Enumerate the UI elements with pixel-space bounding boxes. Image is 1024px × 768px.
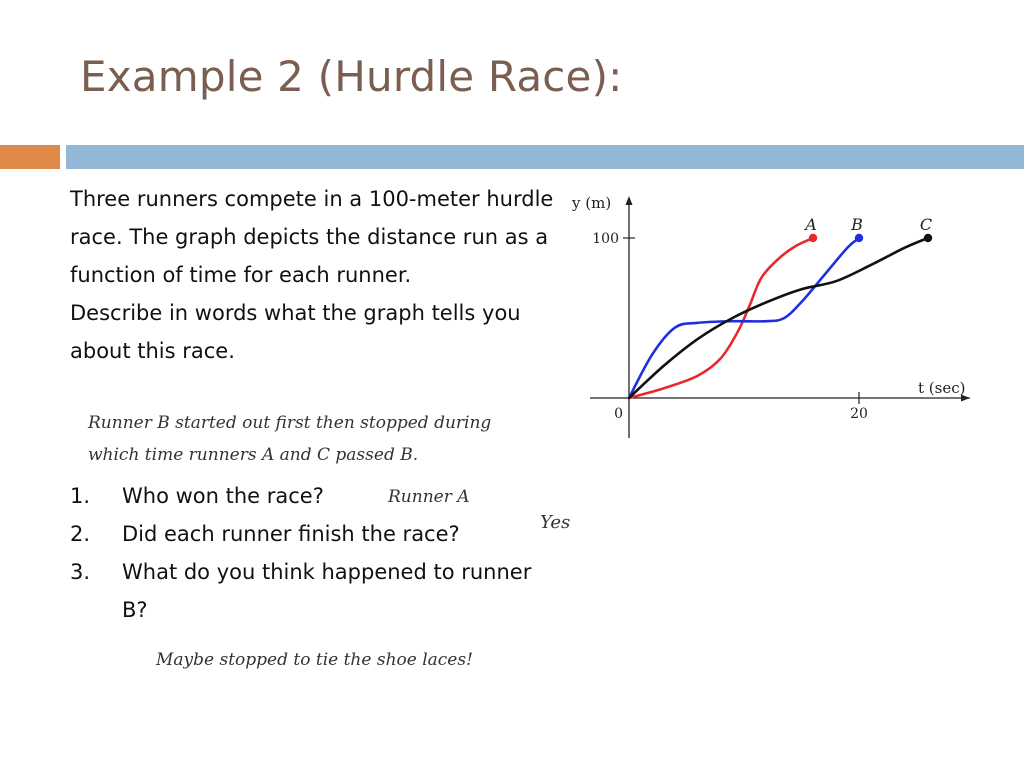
question-number: 2. (70, 522, 91, 546)
x-axis-label: t (sec) (918, 379, 966, 397)
series-endpoint-a (809, 234, 817, 242)
slide-title: Example 2 (Hurdle Race): (80, 52, 623, 101)
intro-paragraph-2: Describe in words what the graph tells you about this race. (70, 301, 521, 363)
series-label-a: A (805, 215, 817, 234)
handwritten-line-1: Runner B started out first then stopped during (88, 413, 492, 433)
x-tick-label: 0 (614, 406, 623, 422)
handwritten-answer-winner: Runner A (388, 487, 470, 507)
question-text: Who won the race? (122, 484, 324, 508)
question-number: 3. (70, 560, 91, 584)
series-endpoint-c (924, 234, 932, 242)
question-text: What do you think happened to runner B? (122, 560, 532, 622)
question-number: 1. (70, 484, 91, 508)
question-text: Did each runner finish the race? (122, 522, 460, 546)
y-tick-label: 100 (592, 231, 619, 247)
list-item (70, 553, 540, 629)
intro-paragraph-1: Three runners compete in a 100-meter hurdle race. The graph depicts the distance run as a function of time for each runner. (70, 187, 554, 287)
handwritten-answer-runner-b: Maybe stopped to tie the shoe laces! (156, 650, 473, 670)
series-endpoint-b (855, 234, 863, 242)
y-axis-label: y (m) (572, 194, 612, 212)
handwritten-answer-describe (88, 407, 598, 471)
accent-bar-orange (0, 145, 60, 169)
intro-text (70, 180, 560, 370)
series-label-b: B (851, 215, 863, 234)
accent-bar-blue (66, 145, 1024, 169)
handwritten-line-2: which time runners A and C passed B. (88, 445, 419, 465)
series-label-c: C (919, 215, 933, 234)
series-line-c (629, 238, 928, 398)
race-chart (560, 180, 980, 450)
handwritten-answer-finish: Yes (540, 512, 571, 533)
x-tick-label: 20 (850, 406, 868, 422)
list-item (70, 515, 540, 553)
y-axis-arrow-icon (626, 196, 633, 205)
